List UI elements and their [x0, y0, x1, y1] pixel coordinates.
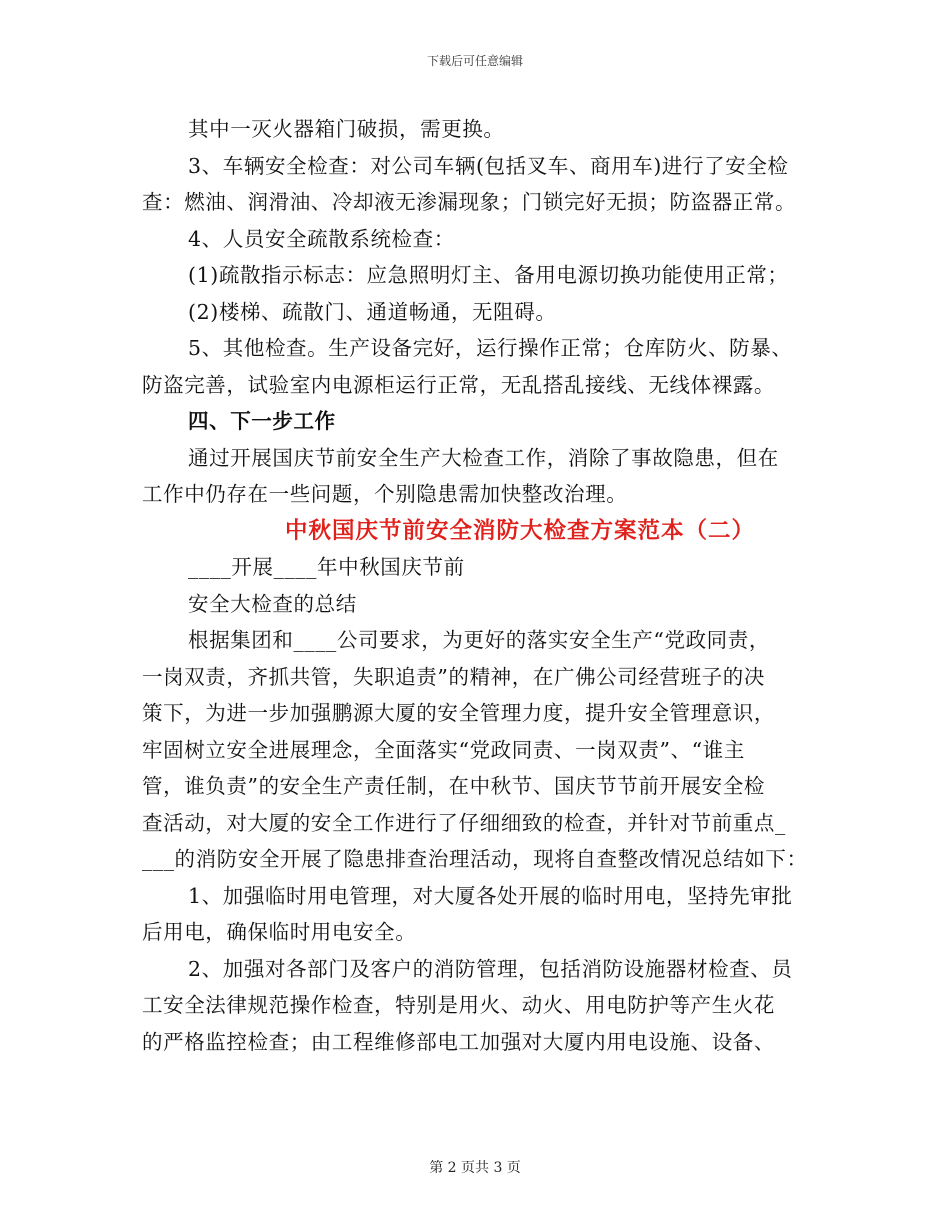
page-header: 下载后可任意编辑	[426, 54, 523, 68]
paragraph-line: 3、车辆安全检查：对公司车辆(包括叉车、商用车)进行了安全检	[188, 153, 789, 178]
paragraph-line: 策下，为进一步加强鹏源大厦的安全管理力度，提升安全管理意识，	[142, 701, 775, 725]
paragraph-line: ___的消防安全开展了隐患排查治理活动，现将自查整改情况总结如下：	[142, 847, 808, 871]
paragraph-line: 管，谁负责”的安全生产责任制，在中秋节、国庆节节前开展安全检	[142, 774, 765, 798]
page-footer: 第 2 页共 3 页	[429, 1160, 521, 1176]
paragraph-line: 工安全法律规范操作检查，特别是用火、动火、用电防护等产生火花	[142, 993, 775, 1017]
subtitle-line: ____开展____年中秋国庆节前	[188, 555, 465, 579]
paragraph-line: 后用电，确保临时用电安全。	[142, 920, 417, 944]
paragraph-line: 其中一灭火器箱门破损，需更换。	[188, 117, 505, 141]
paragraph-line: 查：燃油、润滑油、冷却液无渗漏现象；门锁完好无损；防盗器正常。	[142, 190, 797, 214]
paragraph-line: 的严格监控检查；由工程维修部电工加强对大厦内用电设施、设备、	[142, 1029, 775, 1054]
paragraph-line: 5、其他检查。生产设备完好，运行操作正常；仓库防火、防暴、	[188, 336, 793, 360]
paragraph-line: 4、人员安全疏散系统检查：	[188, 226, 455, 251]
section-heading: 四、下一步工作	[188, 409, 336, 433]
paragraph-line: 2、加强对各部门及客户的消防管理，包括消防设施器材检查、员	[188, 956, 793, 981]
paragraph-line: (1)疏散指示标志：应急照明灯主、备用电源切换功能使用正常；	[188, 263, 789, 287]
paragraph-line: 牢固树立安全进展理念，全面落实“党政同责、一岗双责”、“谁主	[142, 737, 745, 762]
paragraph-line: 一岗双责，齐抓共管，失职追责”的精神，在广佛公司经营班子的决	[142, 664, 765, 689]
paragraph-line: 通过开展国庆节前安全生产大检查工作，消除了事故隐患，但在	[188, 445, 779, 470]
subtitle-line: 安全大检查的总结	[188, 591, 357, 616]
paragraph-line: 1、加强临时用电管理，对大厦各处开展的临时用电，坚持先审批	[188, 883, 793, 908]
document-title: 中秋国庆节前安全消防大检查方案范本（二）	[284, 517, 755, 544]
paragraph-line: 查活动，对大厦的安全工作进行了仔细细致的检查，并针对节前重点_	[142, 810, 786, 835]
paragraph-line: 根据集团和____公司要求，为更好的落实安全生产“党政同责，	[188, 628, 770, 652]
paragraph-line: (2)楼梯、疏散门、通道畅通，无阻碍。	[188, 299, 557, 324]
paragraph-line: 防盗完善，试验室内电源柜运行正常，无乱搭乱接线、无线体裸露。	[142, 372, 775, 397]
paragraph-line: 工作中仍存在一些问题，个别隐患需加快整改治理。	[142, 482, 628, 506]
document-body	[142, 111, 812, 1060]
